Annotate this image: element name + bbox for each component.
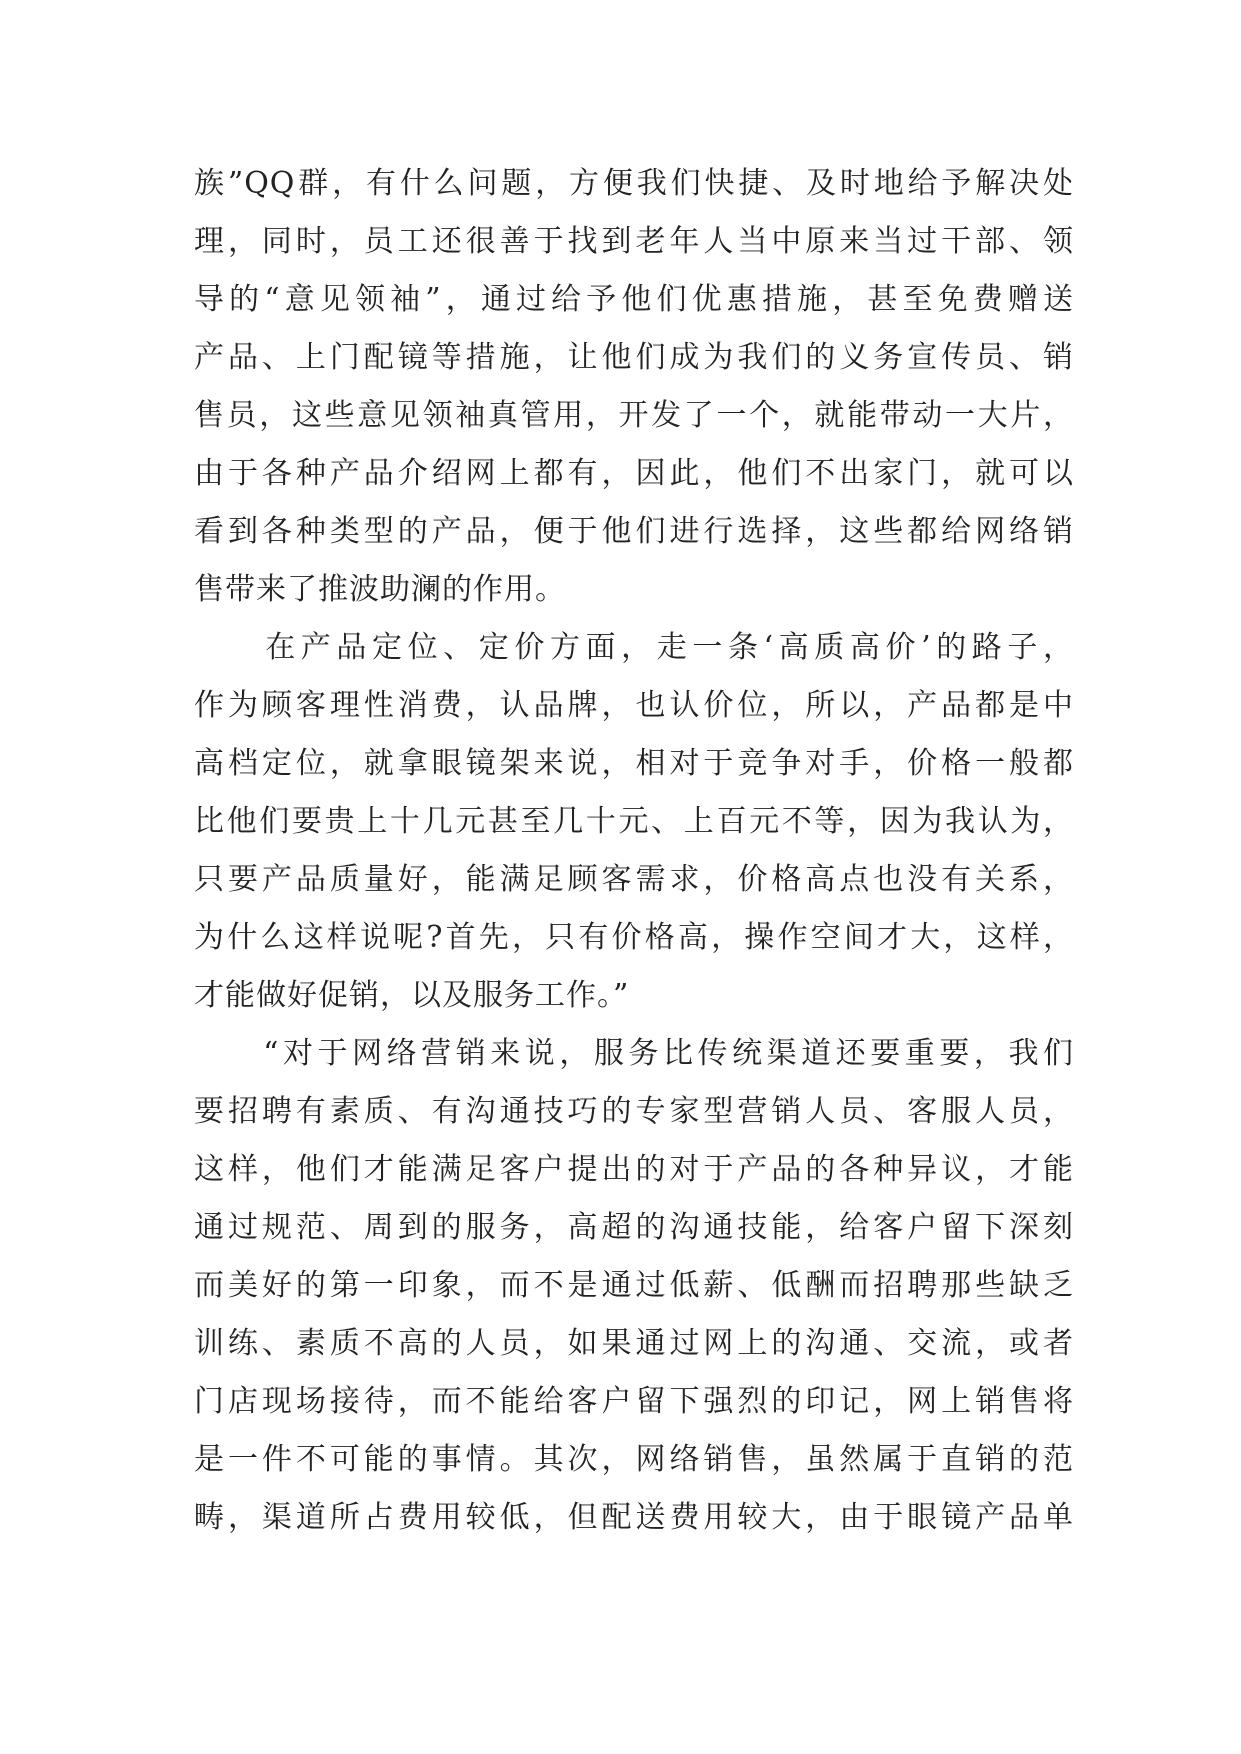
text-line: 训练、素质不高的人员，如果通过网上的沟通、交流，或者 <box>194 1326 1074 1361</box>
text-line: 在产品定位、定价方面，走一条‘高质高价’的路子， <box>194 630 1074 665</box>
text-line: “对于网络营销来说，服务比传统渠道还要重要，我们 <box>194 1036 1074 1071</box>
text-line: 才能做好促销，以及服务工作。” <box>194 978 630 1013</box>
text-line: 产品、上门配镜等措施，让他们成为我们的义务宣传员、销 <box>194 340 1074 375</box>
text-line: 高档定位，就拿眼镜架来说，相对于竞争对手，价格一般都 <box>194 746 1074 781</box>
text-line: 通过规范、周到的服务，高超的沟通技能，给客户留下深刻 <box>194 1210 1074 1245</box>
text-line: 售员，这些意见领袖真管用，开发了一个，就能带动一大片， <box>194 398 1074 433</box>
text-line: 由于各种产品介绍网上都有，因此，他们不出家门，就可以 <box>194 456 1074 491</box>
text-line: 只要产品质量好，能满足顾客需求，价格高点也没有关系， <box>194 862 1074 897</box>
text-line: 要招聘有素质、有沟通技巧的专家型营销人员、客服人员， <box>194 1094 1074 1129</box>
text-line: 而美好的第一印象，而不是通过低薪、低酬而招聘那些缺乏 <box>194 1268 1074 1303</box>
text-line: 比他们要贵上十几元甚至几十元、上百元不等，因为我认为， <box>194 804 1074 839</box>
text-line: 畴，渠道所占费用较低，但配送费用较大，由于眼镜产品单 <box>194 1500 1074 1535</box>
text-line: 这样，他们才能满足客户提出的对于产品的各种异议，才能 <box>194 1152 1074 1187</box>
text-line: 门店现场接待，而不能给客户留下强烈的印记，网上销售将 <box>194 1384 1074 1419</box>
text-line: 售带来了推波助澜的作用。 <box>194 572 566 607</box>
text-line: 作为顾客理性消费，认品牌，也认价位，所以，产品都是中 <box>194 688 1074 723</box>
text-line: 理，同时，员工还很善于找到老年人当中原来当过干部、领 <box>194 224 1074 259</box>
document-body <box>194 155 1074 1547</box>
text-line: 族”QQ群，有什么问题，方便我们快捷、及时地给予解决处 <box>194 166 1074 201</box>
text-line: 为什么这样说呢?首先，只有价格高，操作空间才大，这样， <box>194 920 1074 955</box>
text-line: 导的“意见领袖”，通过给予他们优惠措施，甚至免费赠送 <box>194 282 1074 317</box>
text-line: 看到各种类型的产品，便于他们进行选择，这些都给网络销 <box>194 514 1074 549</box>
text-line: 是一件不可能的事情。其次，网络销售，虽然属于直销的范 <box>194 1442 1074 1477</box>
